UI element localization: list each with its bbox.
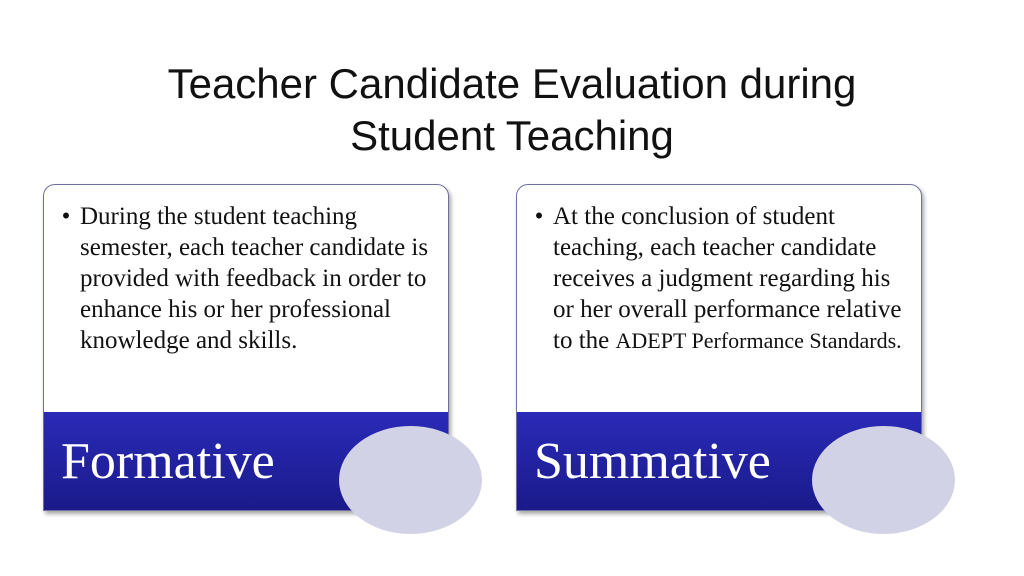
summative-bullet-row bbox=[525, 201, 909, 356]
formative-bullet-row bbox=[52, 201, 436, 356]
summative-circle-decoration bbox=[812, 426, 955, 534]
slide-title-line-2: Student Teaching bbox=[350, 112, 674, 159]
summative-bullet-main: At the conclusion of student teaching, each teacher candidate receives a judgment regarding his or her overall performance relative to the bbox=[553, 203, 902, 354]
slide-title-line-1: Teacher Candidate Evaluation during bbox=[167, 60, 857, 107]
slide-title bbox=[0, 58, 1024, 162]
summative-bullet-text bbox=[553, 201, 909, 356]
summative-description bbox=[525, 201, 909, 356]
bullet-icon: • bbox=[61, 203, 71, 230]
bullet-icon: • bbox=[534, 203, 544, 230]
formative-circle-decoration bbox=[339, 426, 482, 534]
summative-label: Summative bbox=[534, 433, 771, 490]
formative-bullet-text: During the student teaching semester, each teacher candidate is provided with feedback in order to enhance his or her professional knowledge and skills. bbox=[80, 203, 429, 354]
summative-bullet-tail: ADEPT Performance Standards. bbox=[615, 328, 902, 353]
formative-description bbox=[52, 201, 436, 356]
formative-label: Formative bbox=[61, 433, 275, 490]
